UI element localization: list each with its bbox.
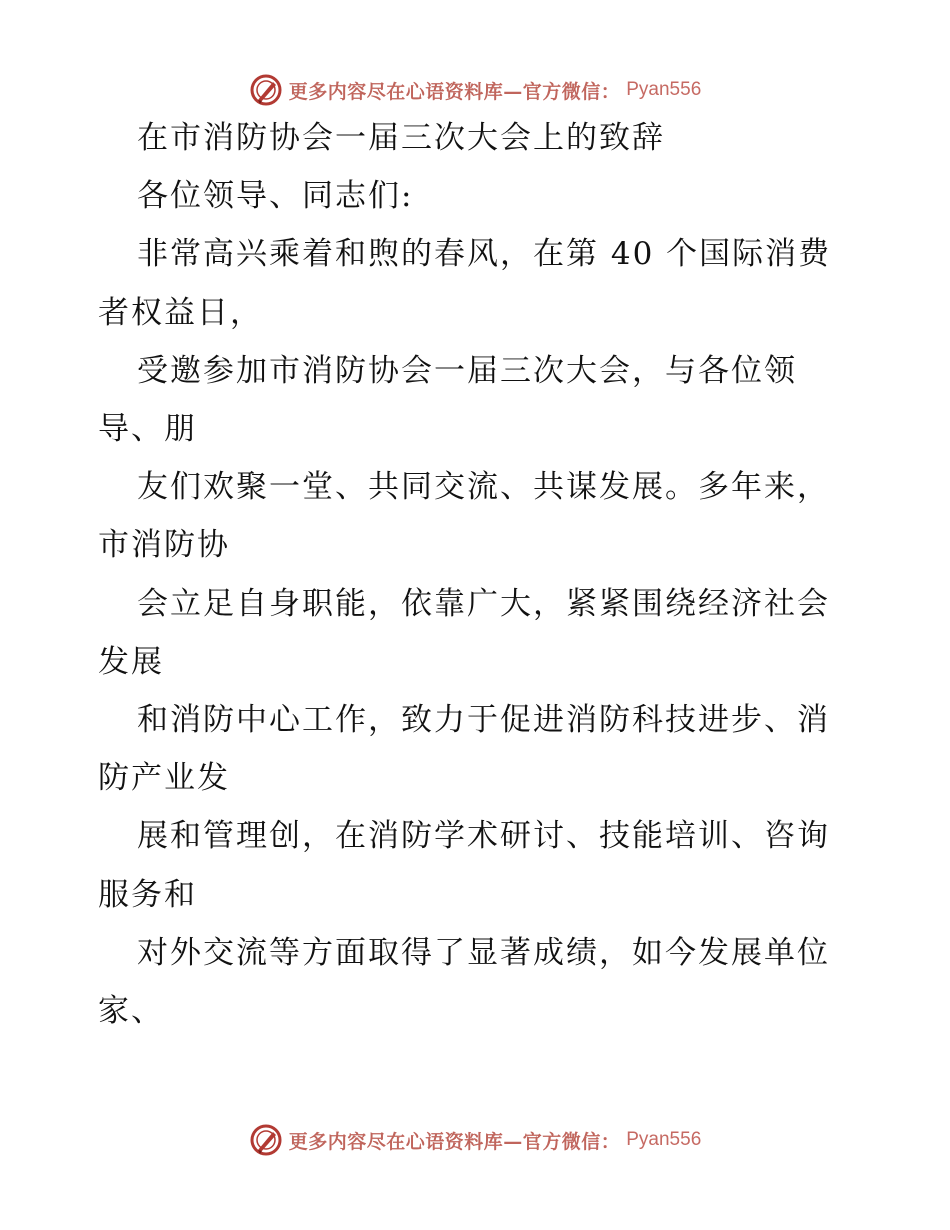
watermark-wechat-id: Pyan556	[626, 79, 702, 100]
document-title: 在市消防协会一届三次大会上的致辞	[137, 120, 665, 156]
document-line: 防产业发	[98, 760, 230, 797]
watermark-text: 更多内容尽在心语资料库—官方微信：	[288, 1130, 621, 1153]
document-line: 对外交流等方面取得了显著成绩，如今发展单位	[137, 934, 830, 971]
watermark-text: 更多内容尽在心语资料库—官方微信：	[288, 80, 621, 103]
document-line: 导、朋	[98, 411, 197, 447]
document-line: 者权益日，	[98, 294, 263, 331]
document-line: 发展	[98, 643, 164, 680]
document-line: 非常高兴乘着和煦的春风，在第 40 个国际消费	[137, 236, 832, 273]
footer-watermark	[0, 1120, 950, 1160]
header-watermark	[0, 70, 950, 110]
document-line: 展和管理创，在消防学术研讨、技能培训、咨询	[137, 818, 830, 855]
document-line: 友们欢聚一堂、共同交流、共谋发展。多年来，	[137, 469, 830, 506]
document-line: 市消防协	[98, 527, 230, 564]
pen-logo-icon	[249, 1123, 283, 1157]
watermark-wechat-id: Pyan556	[626, 1129, 702, 1150]
document-line: 家、	[98, 993, 164, 1029]
document-line: 受邀参加市消防协会一届三次大会，与各位领	[137, 352, 797, 389]
pen-logo-icon	[249, 73, 283, 107]
document-line: 会立足自身职能，依靠广大，紧紧围绕经济社会	[137, 585, 830, 622]
document-line: 服务和	[98, 876, 197, 913]
document-line: 和消防中心工作，致力于促进消防科技进步、消	[137, 702, 830, 738]
document-line: 各位领导、同志们:	[137, 178, 414, 215]
